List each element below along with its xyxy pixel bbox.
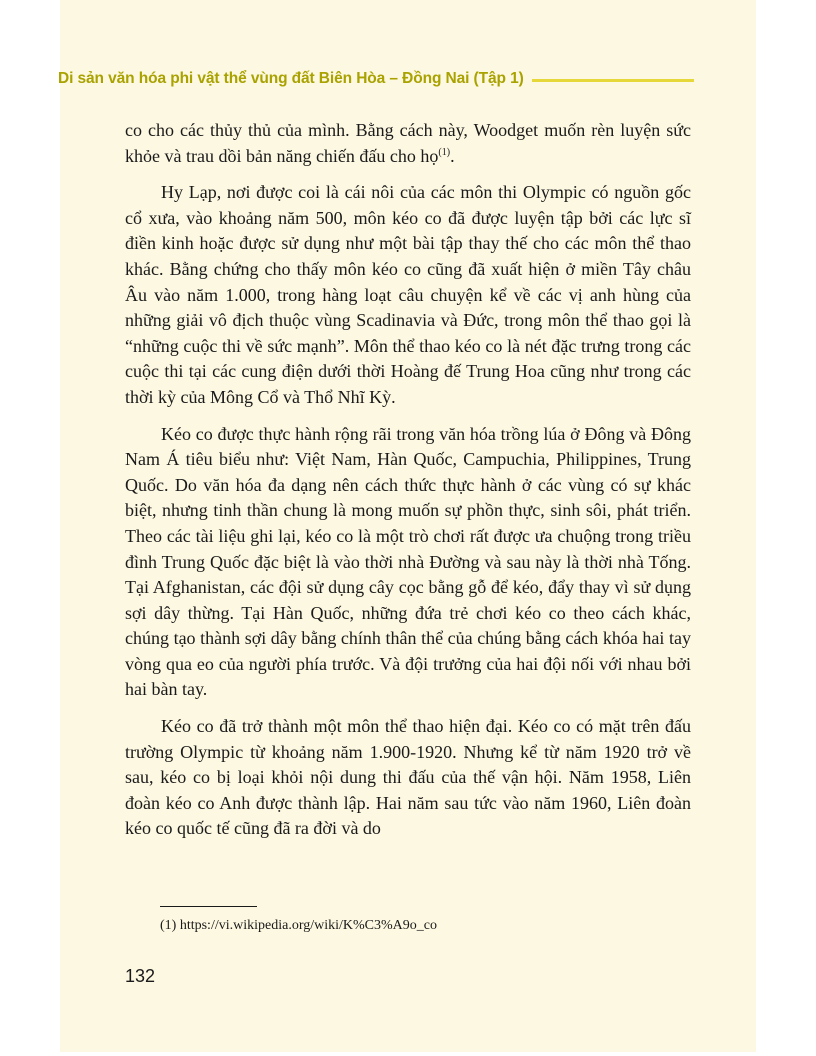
header-title: Di sản văn hóa phi vật thể vùng đất Biên Hòa – Đồng Nai (Tập 1) [58,70,524,87]
footnote-divider [160,906,257,907]
paragraph-1-end: . [450,145,455,166]
footnote: (1) https://vi.wikipedia.org/wiki/K%C3%A9o_co [160,918,437,933]
running-header [58,68,694,90]
paragraph-3: Kéo co được thực hành rộng rãi trong văn hóa trồng lúa ở Đông và Đông Nam Á tiêu biểu như: Việt Nam, Hàn Quốc, Campuchia, Philippines, Trung Quốc. Do văn hóa đa dạng nên cách thức thực hành ở các vùng có sự khác biệt, nhưng tinh thần chung là mong muốn sự phồn thực, sinh sôi, phát triển. Theo các tài liệu ghi lại, kéo co là một trò chơi rất được ưa chuộng trong triều đình Trung Quốc đặc biệt là vào thời nhà Đường và sau này là thời nhà Tống. Tại Afghanistan, các đội sử dụng cây cọc bằng gỗ để kéo, đẩy thay vì sử dụng sợi dây thừng. Tại Hàn Quốc, những đứa trẻ chơi kéo co theo cách khác, chúng tạo thành sợi dây bằng chính thân thể của chúng bằng cách khóa hai tay vòng qua eo của người phía trước. Và đội trưởng của hai đội nối với nhau bởi hai bàn tay. [125,423,691,700]
paragraph-2: Hy Lạp, nơi được coi là cái nôi của các môn thi Olympic có nguồn gốc cổ xưa, vào khoảng năm 500, môn kéo co đã được luyện tập bởi các lực sĩ điền kinh hoặc được sử dụng như một bài tập thay thế cho các môn thể thao khác. Bằng chứng cho thấy môn kéo co cũng đã xuất hiện ở miền Tây châu Âu vào năm 1.000, trong hàng loạt câu chuyện kể về các vị anh hùng của những giải vô địch thuộc vùng Scadinavia và Đức, trong môn thể thao gọi là “những cuộc thi về sức mạnh”. Môn thể thao kéo co là nét đặc trưng trong các cuộc thi tại các cung điện dưới thời Hoàng đế Trung Hoa cũng như trong các thời kỳ của Mông Cổ và Thổ Nhĩ Kỳ. [125,182,691,407]
paragraph-4: Kéo co đã trở thành một môn thể thao hiện đại. Kéo co có mặt trên đấu trường Olympic từ khoảng năm 1.900-1920. Nhưng kể từ năm 1920 trở về sau, kéo co bị loại khỏi nội dung thi đấu của thế vận hội. Năm 1958, Liên đoàn kéo co Anh được thành lập. Hai năm sau tức vào năm 1960, Liên đoàn kéo co quốc tế cũng đã ra đời và do [125,716,691,839]
footnote-reference: (1) [438,146,451,158]
paragraph-1-text: co cho các thủy thủ của mình. Bằng cách này, Woodget muốn rèn luyện sức khỏe và trau dồi bản năng chiến đấu cho họ [125,120,691,166]
paragraph-1 [125,118,691,169]
page-number: 132 [125,966,156,986]
header-rule [532,79,694,82]
body-text [125,118,691,853]
